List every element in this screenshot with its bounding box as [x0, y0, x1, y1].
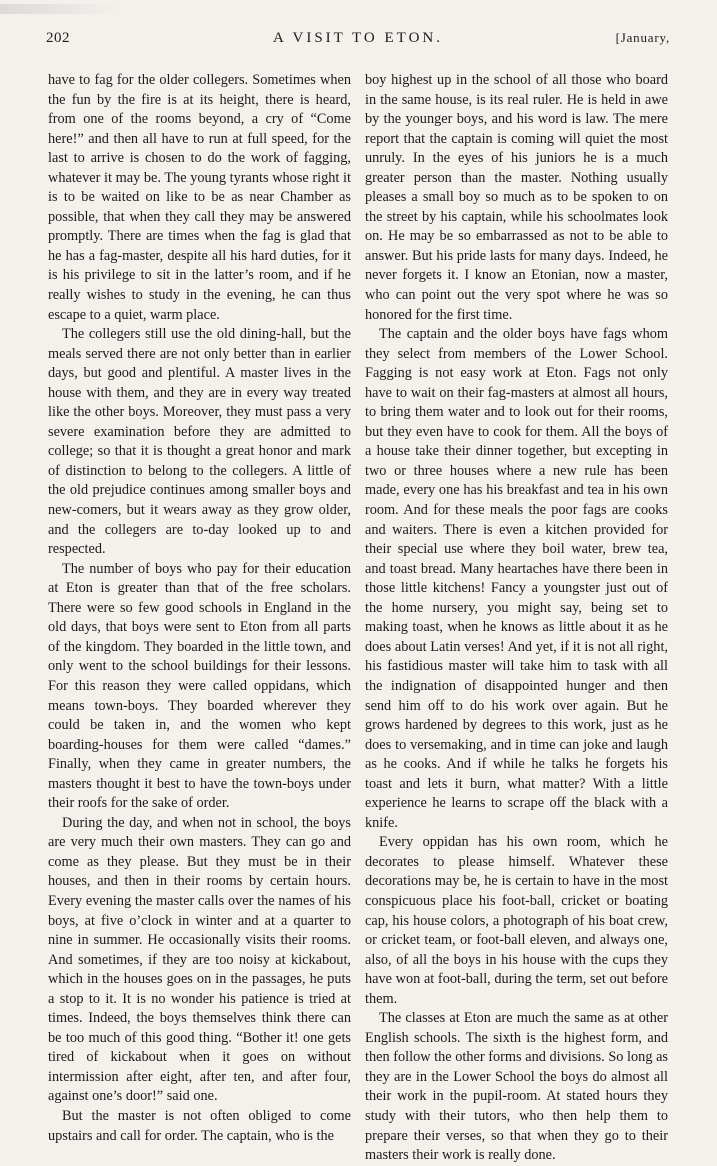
paragraph: During the day, and when not in school, the boys are very much their own masters. They can go and come as they please. But they must be in their houses, and then in their rooms by certain hours. Every evening the master calls over the names of his boys, at five o’clock in winter and at a quarter to nine in summer. He occasionally visits their rooms. And sometimes, if they are too noisy at kickabout, which in the houses goes on in the passages, he puts a stop to it. It is no wonder his patience is tried at times. Indeed, the boys themselves think there can be too much of this good thing. “Bother it! one gets tired of kickabout when it goes on without intermission after eight, after ten, and after four, against one’s door!” said one.	[48, 814, 351, 1105]
paragraph: The captain and the older boys have fags whom they select from members of the Lower School. Fagging is not easy work at Eton. Fags not only have to wait on their fag-masters at almost all hours, to bring them water and to look out for their rooms, but they even have to cook for them. All the boys of a house take their dinner together, but excepting in two or three houses where a new rule has been made, every one has his breakfast and tea in his own room. And for these meals the poor fags are cooks and waiters. There is even a kitchen provided for their special use where they boil water, brew tea, and toast bread. Many heartaches have there been in those little kitchens! Fancy a youngster just out of the home nursery, you might say, being set to making toast, when he knows as little about it as he does about Latin verses! And yet, if it is not all right, his fastidious master will take him to task with all the indignation of disappointed hunger and then send him off to do his work over again. But he grows hardened by degrees to this work, just as he does to versemaking, and in time can joke and laugh as he cooks. And if while he talks he forgets his toast and lets it burn, what matter? With a little experience he learns to scrape off the black with a knife.	[365, 326, 668, 831]
left-column	[48, 71, 351, 1146]
ink-smudge	[0, 4, 120, 14]
paragraph: Every oppidan has his own room, which he decorates to please himself. Whatever these decorations may be, he is certain to have in the most conspicuous place his foot-ball, cricket or boating cap, his house colors, a photograph of his boat crew, or cricket team, or foot-ball eleven, and always one, also, of all the boys in his house with the cups they have won at foot-ball, during the term, set out before them.	[365, 834, 668, 1007]
paragraph: The classes at Eton are much the same as at other English schools. The sixth is the highest form, and then follow the other forms and divisions. So long as they are in the Lower School the boys do almost all their work in the pupil-room. At stated hours they study with their tutors, who then help them to prepare their verses, so that when they go to their masters their work is really done.	[365, 1010, 668, 1164]
paragraph: The collegers still use the old dining-hall, but the meals served there are not only better than in earlier days, but good and plentiful. A master lives in the house with them, and they are in every way treated like the other boys. Moreover, they must pass a very severe examination before they are admitted to college; so that it is thought a great honor and mark of distinction to belong to the collegers. A little of the old prejudice continues among smaller boys and new-comers, but it wears away as they grow older, and the collegers are to-day looked up to and respected.	[48, 326, 351, 558]
right-column	[365, 71, 668, 1166]
page-number: 202	[46, 30, 70, 46]
running-title: A VISIT TO ETON.	[273, 30, 443, 46]
paragraph: The number of boys who pay for their education at Eton is greater than that of the free scholars. There were so few good schools in England in the old days, that boys were sent to Eton from all parts of the kingdom. They boarded in the little town, and only went to the school buildings for their lessons. For this reason they were called oppidans, which means town-boys. They boarded wherever they could be taken in, and the women who kept boarding-houses for them were called “dames.” Finally, when they came in greater numbers, the masters thought it best to have the town-boys under their roofs for the sake of order.	[48, 560, 351, 812]
paragraph: But the master is not often obliged to come upstairs and call for order. The captain, who is the	[48, 1107, 351, 1144]
paragraph: boy highest up in the school of all those who board in the same house, is its real ruler. He is held in awe by the younger boys, and his word is law. The mere report that the captain is coming will quiet the most unruly. In the eyes of his juniors he is a much greater person than the master. Nothing usually pleases a small boy so much as to be spoken to on the street by his captain, while his schoolmates look on. He may be so embarrassed as not to be able to answer. But his pride lasts for many days. Indeed, he never forgets it. I know an Etonian, now a master, who can point out the very spot where he was so honored for the first time.	[365, 72, 668, 323]
paragraph: have to fag for the older collegers. Sometimes when the fun by the fire is at its height, there is heard, from one of the rooms beyond, a cry of “Come here!” and then all have to run at full speed, for the last to arrive is chosen to do the work of fagging, whatever it may be. The young tyrants whose right it is to be waited on like to be as near Chamber as possible, that when they call they may be answered promptly. There are times when the fag is glad that he has a fag-master, despite all his hard duties, for it is his privilege to sit in the latter’s room, and if he really wishes to study in the evening, he can thus escape to a quiet, warm place.	[48, 72, 351, 323]
header-month: [January,	[615, 30, 670, 45]
running-header	[46, 30, 670, 52]
